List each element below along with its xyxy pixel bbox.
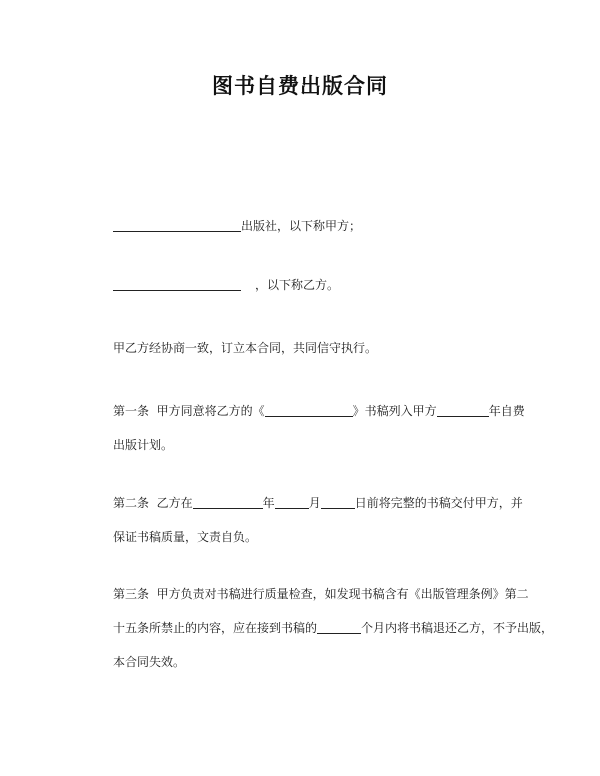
plan-year-blank[interactable]: [437, 404, 489, 417]
delivery-year-blank[interactable]: [193, 496, 263, 509]
return-months-blank[interactable]: [317, 621, 361, 634]
article-1-text-d: 出版计划。: [113, 438, 174, 452]
article-2-text-d: 日前将完整的书稿交付甲方，并: [354, 496, 523, 510]
article-1: [113, 394, 523, 462]
book-title-blank[interactable]: [265, 404, 353, 417]
delivery-day-blank[interactable]: [321, 496, 355, 509]
article-2-text-a: 乙方在: [156, 496, 193, 510]
document-title: 图书自费出版合同: [212, 74, 388, 98]
party-b-line: [113, 278, 339, 292]
article-3-text-c: 个月内将书稿退还乙方，不予出版，: [361, 621, 554, 635]
article-2-text-e: 保证书稿质量，文责自负。: [113, 530, 258, 544]
article-2-text-b: 年: [262, 496, 275, 510]
delivery-month-blank[interactable]: [275, 496, 309, 509]
article-3-text-d: 本合同失效。: [113, 655, 186, 669]
article-2: [113, 486, 523, 554]
article-2-text-c: 月: [308, 496, 321, 510]
party-b-suffix: ，以下称乙方。: [255, 278, 340, 292]
article-3-text-a: 甲方负责对书稿进行质量检查，如发现书稿含有《出版管理条例》第二: [156, 587, 529, 601]
article-1-text-a: 甲方同意将乙方的《: [156, 404, 265, 418]
party-a-suffix: 出版社，以下称甲方；: [241, 219, 362, 233]
article-3-label: 第三条: [113, 587, 150, 601]
party-a-name-blank[interactable]: [113, 219, 241, 232]
article-1-label: 第一条: [113, 404, 150, 418]
party-a-line: [113, 219, 361, 233]
article-1-text-b: 》书稿列入甲方: [352, 404, 437, 418]
article-3: [113, 577, 554, 679]
article-3-text-b: 十五条所禁止的内容，应在接到书稿的: [113, 621, 318, 635]
party-b-name-blank[interactable]: [113, 278, 241, 291]
intro-text: 甲乙方经协商一致，订立本合同，共同信守执行。: [113, 341, 378, 355]
article-1-text-c: 年自费: [488, 404, 525, 418]
article-2-label: 第二条: [113, 496, 150, 510]
intro-paragraph: [113, 341, 377, 355]
